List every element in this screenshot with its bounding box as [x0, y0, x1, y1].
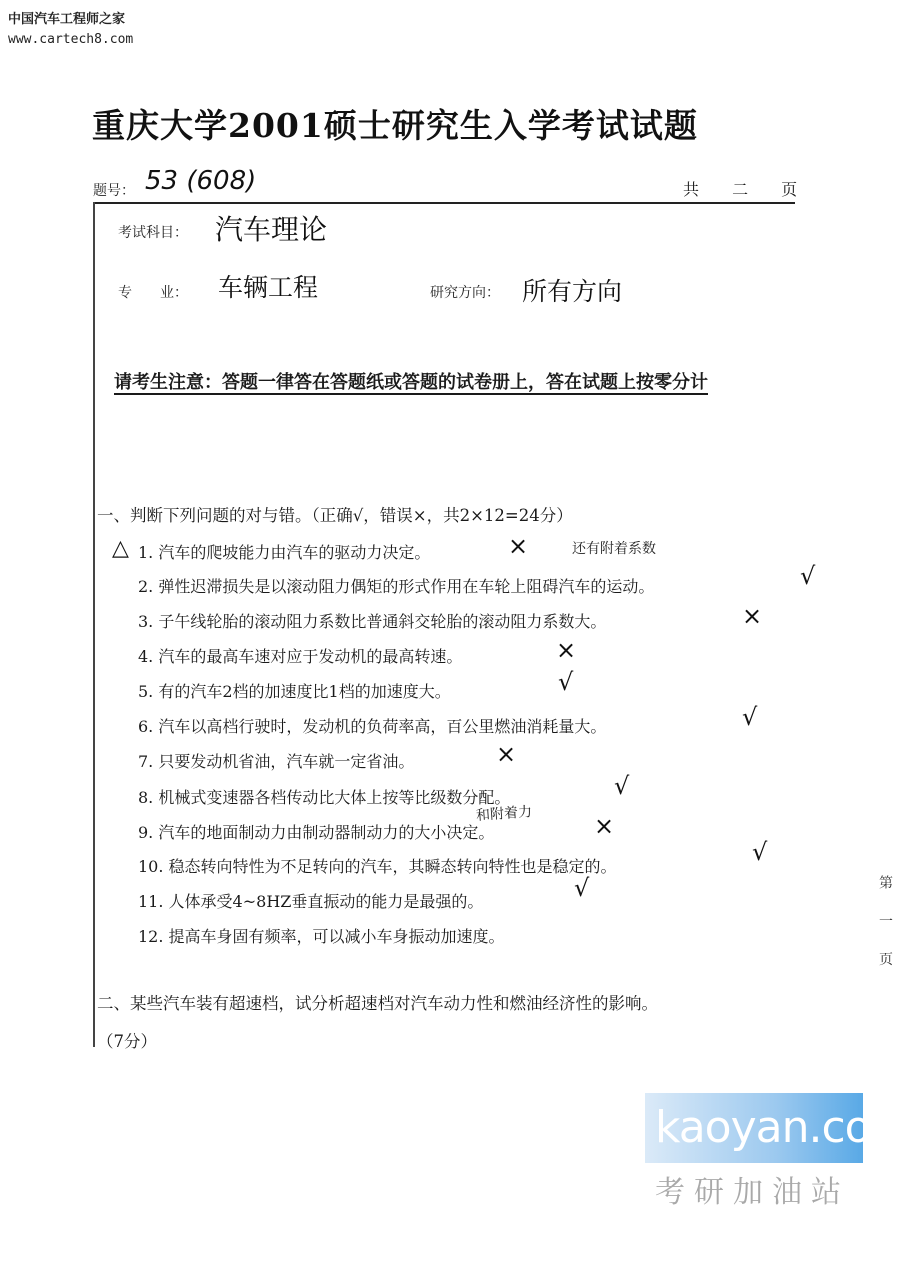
- question-text: 汽车以高档行驶时，发动机的负荷率高，百公里燃油消耗量大。: [158, 717, 607, 736]
- site-watermark-url: www.cartech8.com: [8, 32, 134, 47]
- question-10: [138, 854, 617, 877]
- question-11: [138, 889, 483, 912]
- site-watermark-name: 中国汽车工程师之家: [8, 12, 126, 27]
- question-number: 8.: [138, 788, 154, 807]
- page-count: 共 二 页: [683, 180, 812, 199]
- question-4: [138, 644, 462, 667]
- grading-mark: ×: [742, 602, 763, 630]
- question-5: [138, 679, 451, 702]
- margin-rule: [93, 202, 95, 1047]
- question-9: [138, 820, 494, 843]
- exam-notice: 请考生注意：答题一律答在答题纸或答题的试卷册上，答在试题上按零分计: [114, 372, 708, 393]
- question-number: 9.: [138, 823, 154, 842]
- side-page-marker: 第 一 页: [877, 875, 893, 976]
- grading-mark: √: [558, 668, 574, 696]
- question-number: 1.: [138, 543, 154, 562]
- question-text: 提高车身固有频率，可以减小车身振动加速度。: [168, 927, 505, 946]
- question-text: 汽车的爬坡能力由汽车的驱动力决定。: [158, 543, 431, 562]
- question-number: 12.: [138, 927, 164, 946]
- handwritten-note: 还有附着系数: [572, 541, 656, 557]
- question-text: 子午线轮胎的滚动阻力系数比普通斜交轮胎的滚动阻力系数大。: [158, 612, 607, 631]
- question-1: [138, 540, 430, 563]
- grading-mark: √: [574, 874, 590, 902]
- question-text: 只要发动机省油，汽车就一定省油。: [158, 752, 415, 771]
- section1-heading: 一、判断下列问题的对与错。（正确√，错误×，共2×12=24分）: [97, 506, 573, 525]
- major-label: 专 业：: [118, 285, 188, 301]
- question-number: 3.: [138, 612, 154, 631]
- question-text: 人体承受4~8HZ垂直振动的能力是最强的。: [168, 892, 484, 911]
- grading-mark: √: [800, 562, 816, 590]
- question-3: [138, 609, 606, 632]
- question-text: 汽车的最高车速对应于发动机的最高转速。: [158, 647, 463, 666]
- subject-value: 汽车理论: [215, 213, 328, 246]
- question-number: 5.: [138, 682, 154, 701]
- exam-title: 重庆大学2001硕士研究生入学考试试题: [92, 106, 698, 145]
- question-6: [138, 714, 606, 737]
- major-value: 车辆工程: [218, 273, 319, 302]
- watermark-slogan: 考研加油站: [655, 1175, 850, 1210]
- question-number: 7.: [138, 752, 154, 771]
- question-number: 4.: [138, 647, 154, 666]
- question-7: [138, 749, 414, 772]
- header-rule: [93, 202, 795, 204]
- grading-mark: √: [614, 772, 630, 800]
- grading-mark: ×: [556, 636, 577, 664]
- question-text: 弹性迟滞损失是以滚动阻力偶矩的形式作用在车轮上阻碍汽车的运动。: [158, 577, 655, 596]
- grading-mark: ×: [508, 532, 529, 560]
- grading-mark: ×: [496, 740, 517, 768]
- question-number: 11.: [138, 892, 164, 911]
- handwritten-note: 和附着力: [475, 804, 533, 824]
- question-text: 汽车的地面制动力由制动器制动力的大小决定。: [158, 823, 495, 842]
- direction-value: 所有方向: [522, 277, 623, 306]
- subject-label: 考试科目：: [118, 225, 188, 241]
- question-text: 稳态转向特性为不足转向的汽车，其瞬态转向特性也是稳定的。: [168, 857, 617, 876]
- question-12: [138, 924, 505, 947]
- section2-question: 二、某些汽车装有超速档，试分析超速档对汽车动力性和燃油经济性的影响。: [97, 994, 658, 1013]
- question-number: 10.: [138, 857, 164, 876]
- question-2: [138, 574, 654, 597]
- question-8: [138, 785, 510, 808]
- watermark-domain: kaoyan.com: [655, 1102, 913, 1153]
- question-number: 2.: [138, 577, 154, 596]
- question-no-label: 题号：: [93, 183, 135, 199]
- grading-mark: √: [742, 703, 758, 731]
- question-text: 机械式变速器各档传动比大体上按等比级数分配。: [158, 788, 511, 807]
- question-text: 有的汽车2档的加速度比1档的加速度大。: [158, 682, 451, 701]
- direction-label: 研究方向：: [430, 285, 500, 301]
- grading-mark: √: [752, 838, 768, 866]
- triangle-mark-icon: △: [112, 536, 129, 561]
- question-no-value: 53 (608): [145, 166, 257, 196]
- section2-points: （7分）: [97, 1032, 157, 1051]
- grading-mark: ×: [594, 812, 615, 840]
- question-number: 6.: [138, 717, 154, 736]
